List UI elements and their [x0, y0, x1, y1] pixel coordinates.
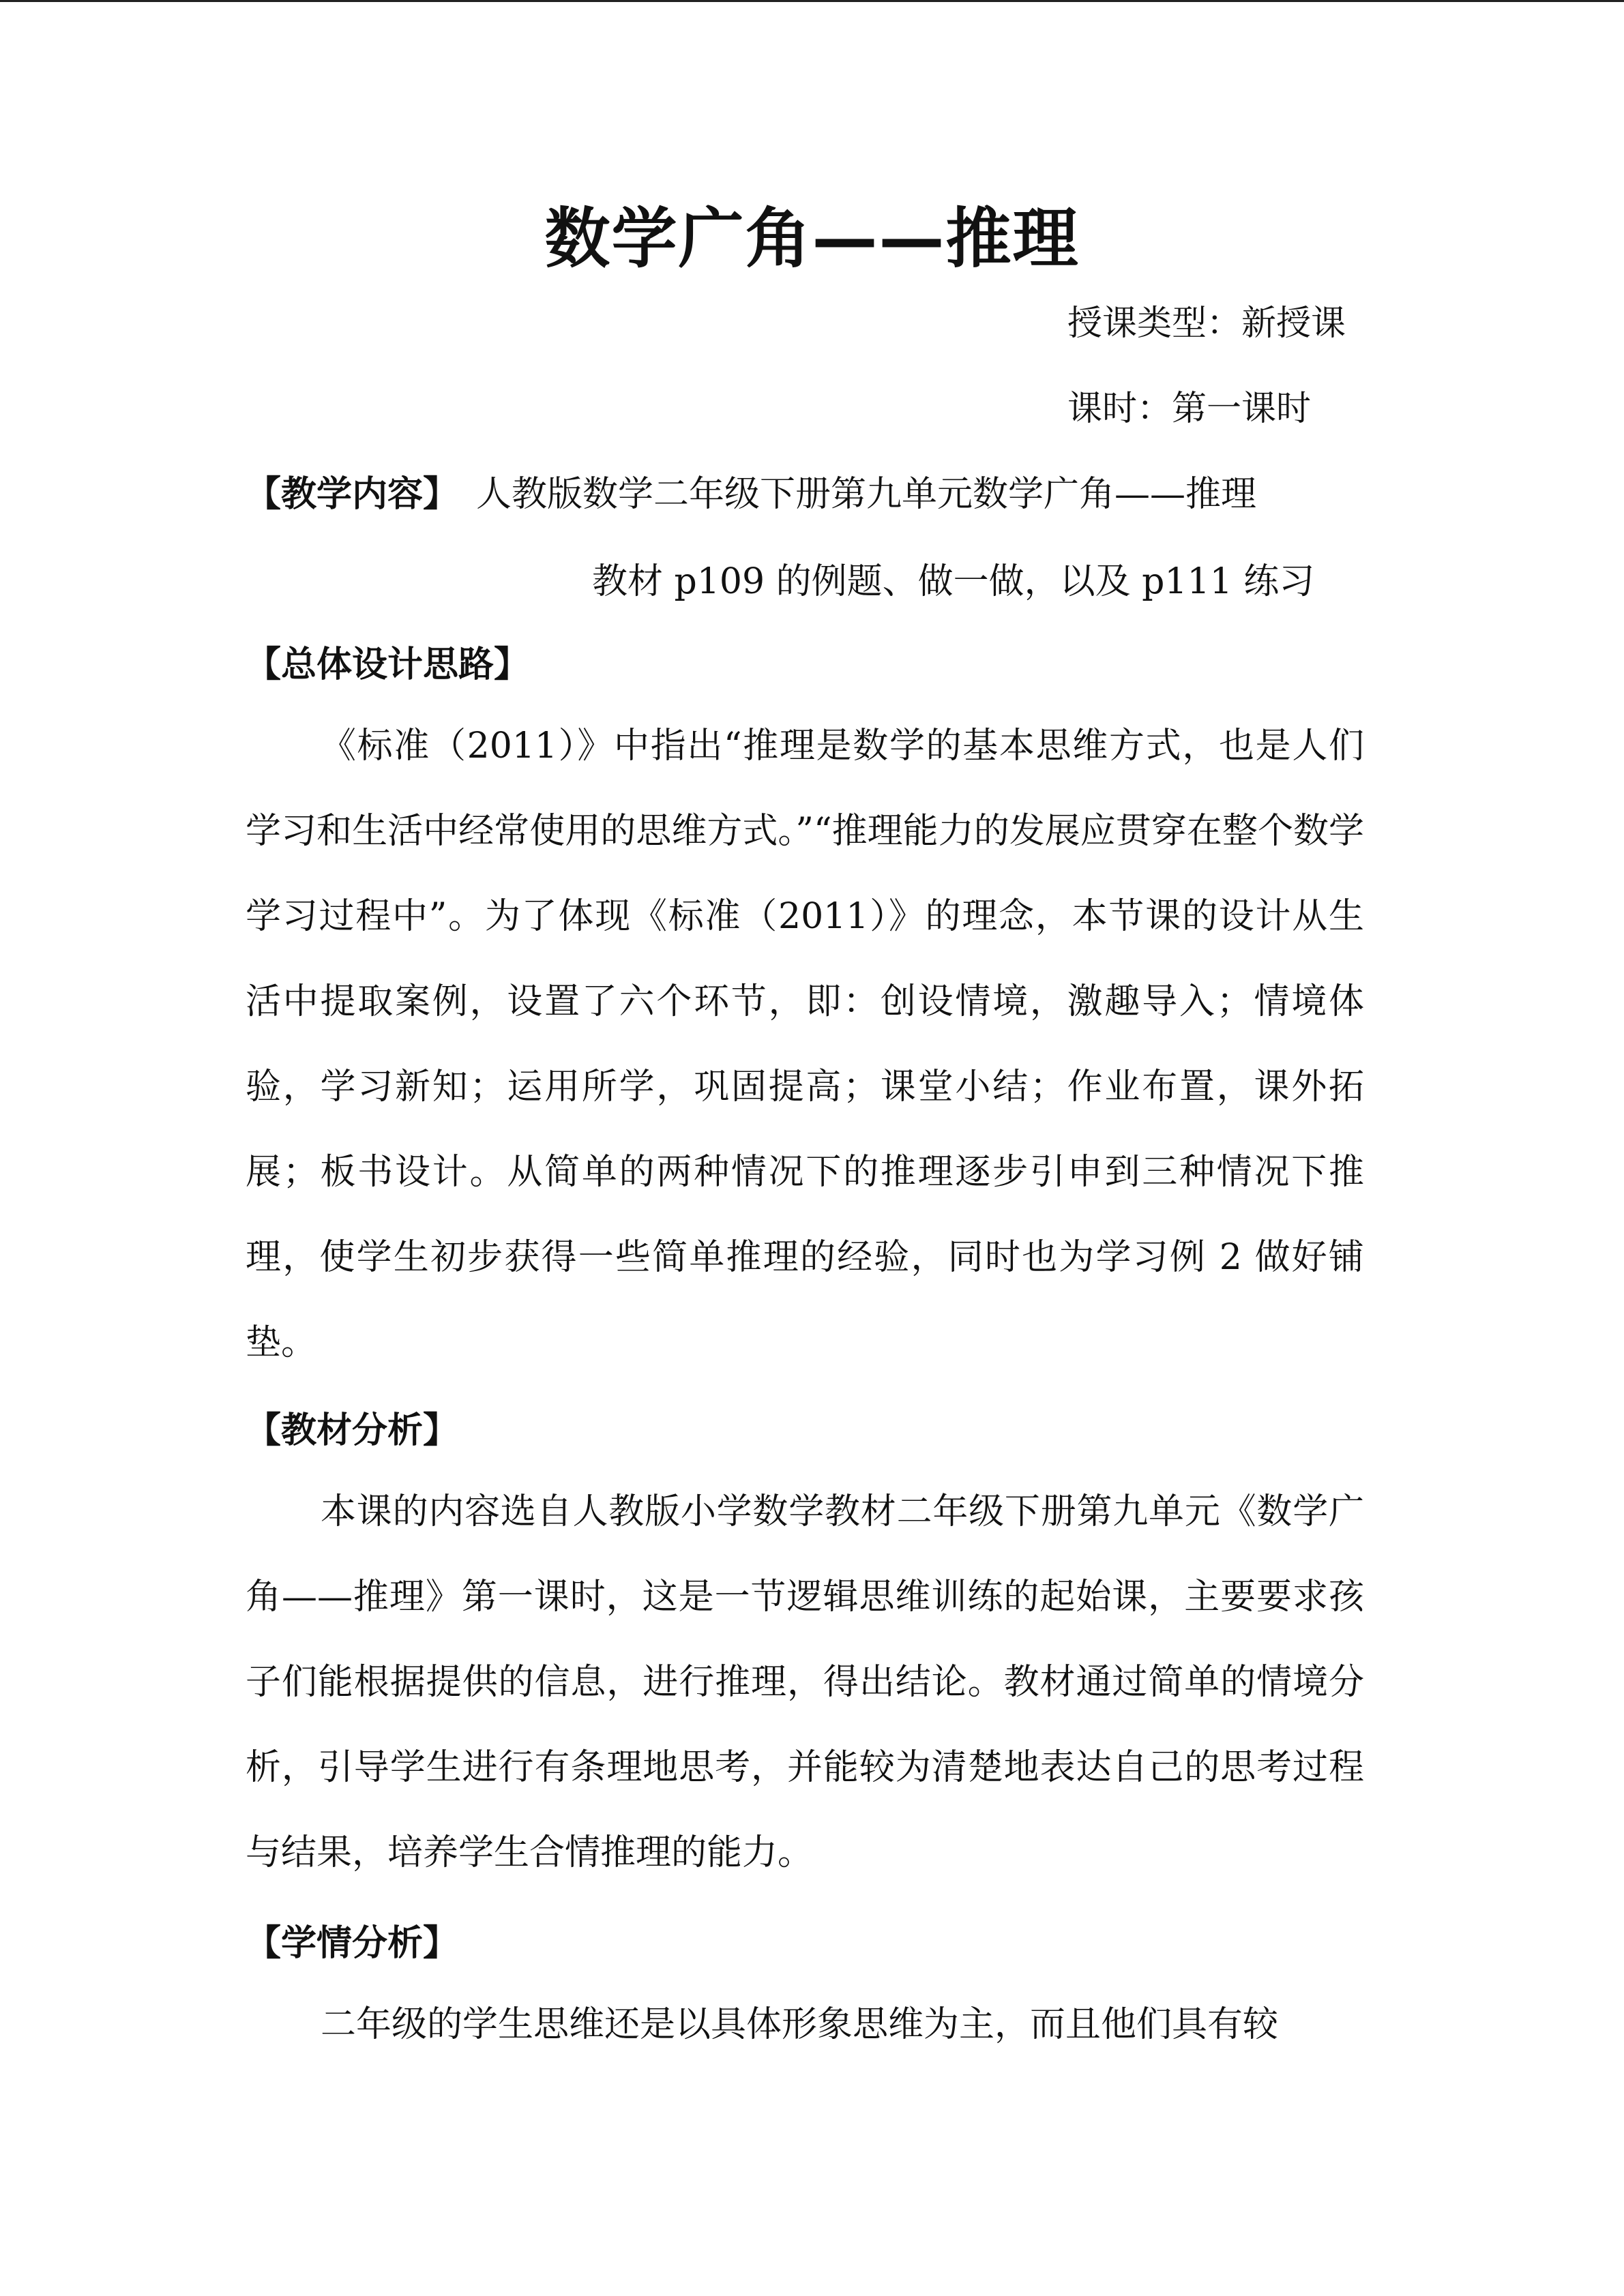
lesson-type: 授课类型：新授课 [1067, 303, 1346, 344]
teaching-content-line [246, 471, 1364, 518]
page-title: 数学广角——推理 [544, 200, 1080, 277]
section-paragraph: 本课的内容选自人教版小学数学教材二年级下册第九单元《数学广角——推理》第一课时，这是一节逻辑思维训练的起始课，主要要求孩子们能根据提供的信息，进行推理，得出结论。教材通过简单的情境分析，引导学生进行有条理地思考，并能较为清楚地表达自己的思考过程与结果，培养学生合情推理的能力。 [246, 1491, 1364, 1873]
teaching-content-text: 人教版数学二年级下册第九单元数学广角——推理 [476, 474, 1257, 515]
section-design [246, 641, 1364, 1386]
lesson-period: 课时：第一课时 [1067, 389, 1312, 429]
section-heading: 【学情分析】 [246, 1923, 459, 1964]
section-student-analysis [246, 1920, 1364, 2068]
section-textbook-analysis [246, 1407, 1364, 1896]
teaching-content-heading: 【教学内容】 [246, 474, 459, 515]
top-border-line [0, 0, 1624, 2]
teaching-content-text-line2: 教材 p109 的例题、做一做，以及 p111 练习 [592, 561, 1315, 602]
section-paragraph: 二年级的学生思维还是以具体形象思维为主，而且他们具有较 [321, 2004, 1279, 2045]
section-paragraph: 《标准（2011）》中指出“推理是数学的基本思维方式，也是人们学习和生活中经常使用的思维方式。”“推理能力的发展应贯穿在整个数学学习过程中”。为了体现《标准（2011）》的理念，本节课的设计从生活中提取案例，设置了六个环节，即：创设情境，激趣导入；情境体验，学习新知；运用所学，巩固提高；课堂小结；作业布置，课外拓展；板书设计。从简单的两种情况下的推理逐步引申到三种情况下推理，使学生初步获得一些简单推理的经验，同时也为学习例 2 做好铺垫。 [246, 726, 1364, 1363]
section-heading: 【教材分析】 [246, 1410, 459, 1451]
section-heading: 【总体设计思路】 [246, 644, 530, 685]
teaching-content-continuation [592, 558, 1624, 606]
